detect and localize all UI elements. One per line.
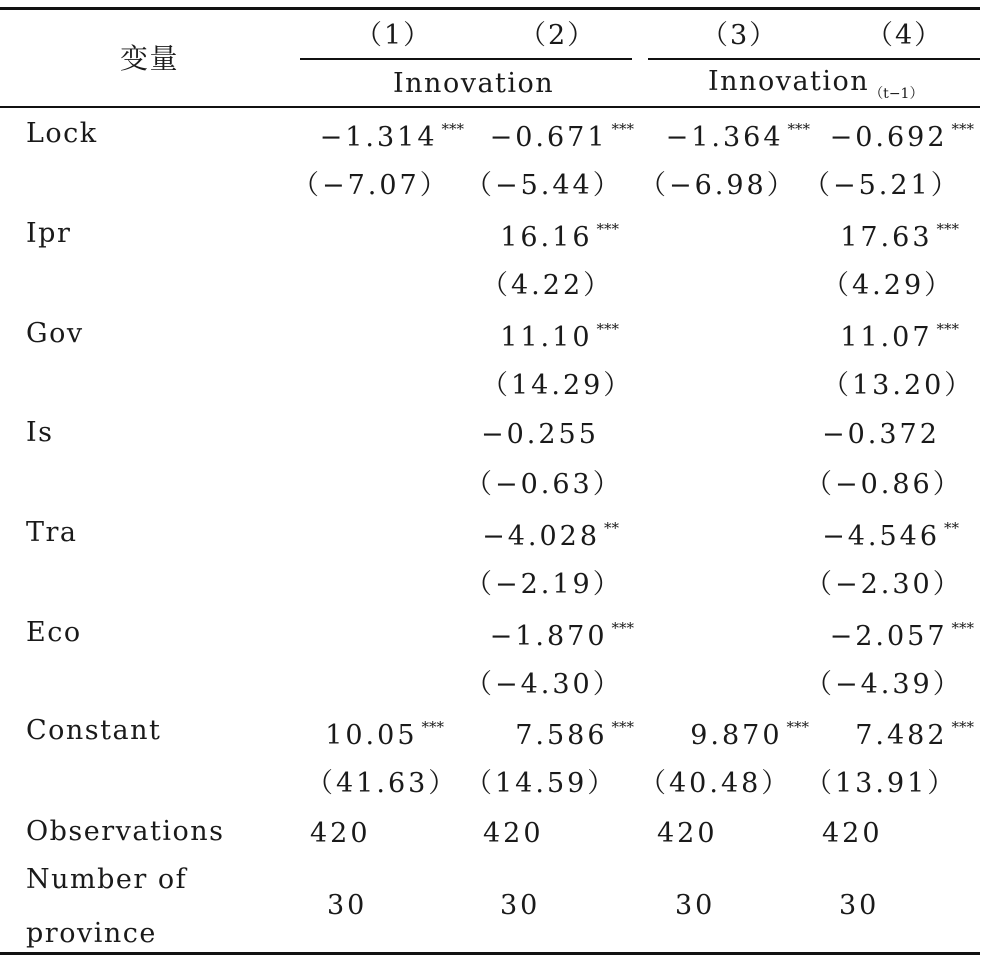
- coef-ipr-col4: 17.63 ***: [840, 220, 959, 253]
- observations-col2: 420: [483, 818, 544, 849]
- provinces-col4: 30: [839, 890, 880, 921]
- coef-lock-col3: −1.364 ***: [665, 120, 810, 153]
- coef-constant-col3: 9.870 ***: [690, 718, 809, 751]
- coef-lock-col4: −0.692 ***: [829, 120, 974, 153]
- tstat-tra-col2: （−2.19）: [465, 569, 623, 600]
- row-label-eco: Eco: [26, 617, 82, 648]
- row-label-lock: Lock: [26, 118, 98, 149]
- tstat-eco-col4: （−4.39）: [805, 669, 963, 700]
- provinces-col1: 30: [327, 890, 368, 921]
- coef-is-col4: −0.372: [822, 419, 940, 450]
- group1-rule: [300, 58, 632, 60]
- tstat-gov-col4: （13.20）: [822, 370, 975, 401]
- row-label-ipr: Ipr: [26, 218, 72, 249]
- coef-gov-col4: 11.07 ***: [840, 320, 959, 353]
- coef-lock-col2: −0.671 ***: [489, 120, 634, 153]
- row-label-provinces-line1: Number of: [26, 864, 188, 895]
- tstat-constant-col4: （13.91）: [805, 768, 958, 799]
- tstat-constant-col1: （41.63）: [306, 768, 459, 799]
- coef-tra-col2: −4.028 **: [482, 519, 619, 552]
- header-bottom-rule: [0, 106, 980, 108]
- coef-constant-col2: 7.586 ***: [515, 718, 634, 751]
- column-header-1: （1）: [355, 20, 433, 51]
- row-label-tra: Tra: [26, 517, 78, 548]
- tstat-lock-col2: （−5.44）: [465, 170, 623, 201]
- coef-constant-col4: 7.482 ***: [855, 718, 974, 751]
- tstat-lock-col3: （−6.98）: [639, 170, 797, 201]
- tstat-is-col2: （−0.63）: [465, 469, 623, 500]
- row-label-provinces-line2: province: [26, 918, 157, 949]
- tstat-eco-col2: （−4.30）: [465, 669, 623, 700]
- group2-rule: [648, 58, 980, 60]
- observations-col1: 420: [310, 818, 371, 849]
- coef-tra-col4: −4.546 **: [822, 519, 959, 552]
- tstat-ipr-col4: （4.29）: [822, 270, 955, 301]
- column-header-4: （4）: [866, 20, 944, 51]
- observations-col3: 420: [657, 818, 718, 849]
- observations-col4: 420: [822, 818, 883, 849]
- column-header-3: （3）: [701, 20, 779, 51]
- bottom-rule: [0, 952, 980, 955]
- tstat-lock-col1: （−7.07）: [292, 170, 450, 201]
- provinces-col2: 30: [500, 890, 541, 921]
- row-label-is: Is: [26, 417, 54, 448]
- tstat-constant-col2: （14.59）: [465, 768, 618, 799]
- tstat-ipr-col2: （4.22）: [481, 270, 614, 301]
- row-label-constant: Constant: [26, 715, 162, 746]
- coef-is-col2: −0.255: [481, 419, 599, 450]
- variable-header: 变量: [120, 42, 180, 75]
- top-rule: [0, 7, 980, 10]
- row-label-observations: Observations: [26, 816, 225, 847]
- coef-constant-col1: 10.05 ***: [325, 718, 444, 751]
- tstat-is-col4: （−0.86）: [805, 469, 963, 500]
- coef-lock-col1: −1.314 ***: [319, 120, 464, 153]
- column-header-2: （2）: [519, 20, 597, 51]
- group-label-innovation: Innovation: [393, 68, 555, 99]
- group-label-innovation-lagged: Innovation$_{(t-1)}$: [708, 66, 924, 102]
- tstat-lock-col4: （−5.21）: [803, 170, 961, 201]
- tstat-tra-col4: （−2.30）: [805, 569, 963, 600]
- provinces-col3: 30: [675, 890, 716, 921]
- tstat-gov-col2: （14.29）: [481, 370, 634, 401]
- coef-eco-col4: −2.057 ***: [829, 619, 974, 652]
- coef-eco-col2: −1.870 ***: [489, 619, 634, 652]
- row-label-gov: Gov: [26, 318, 84, 349]
- coef-gov-col2: 11.10 ***: [500, 320, 619, 353]
- tstat-constant-col3: （40.48）: [639, 768, 792, 799]
- coef-ipr-col2: 16.16 ***: [500, 220, 619, 253]
